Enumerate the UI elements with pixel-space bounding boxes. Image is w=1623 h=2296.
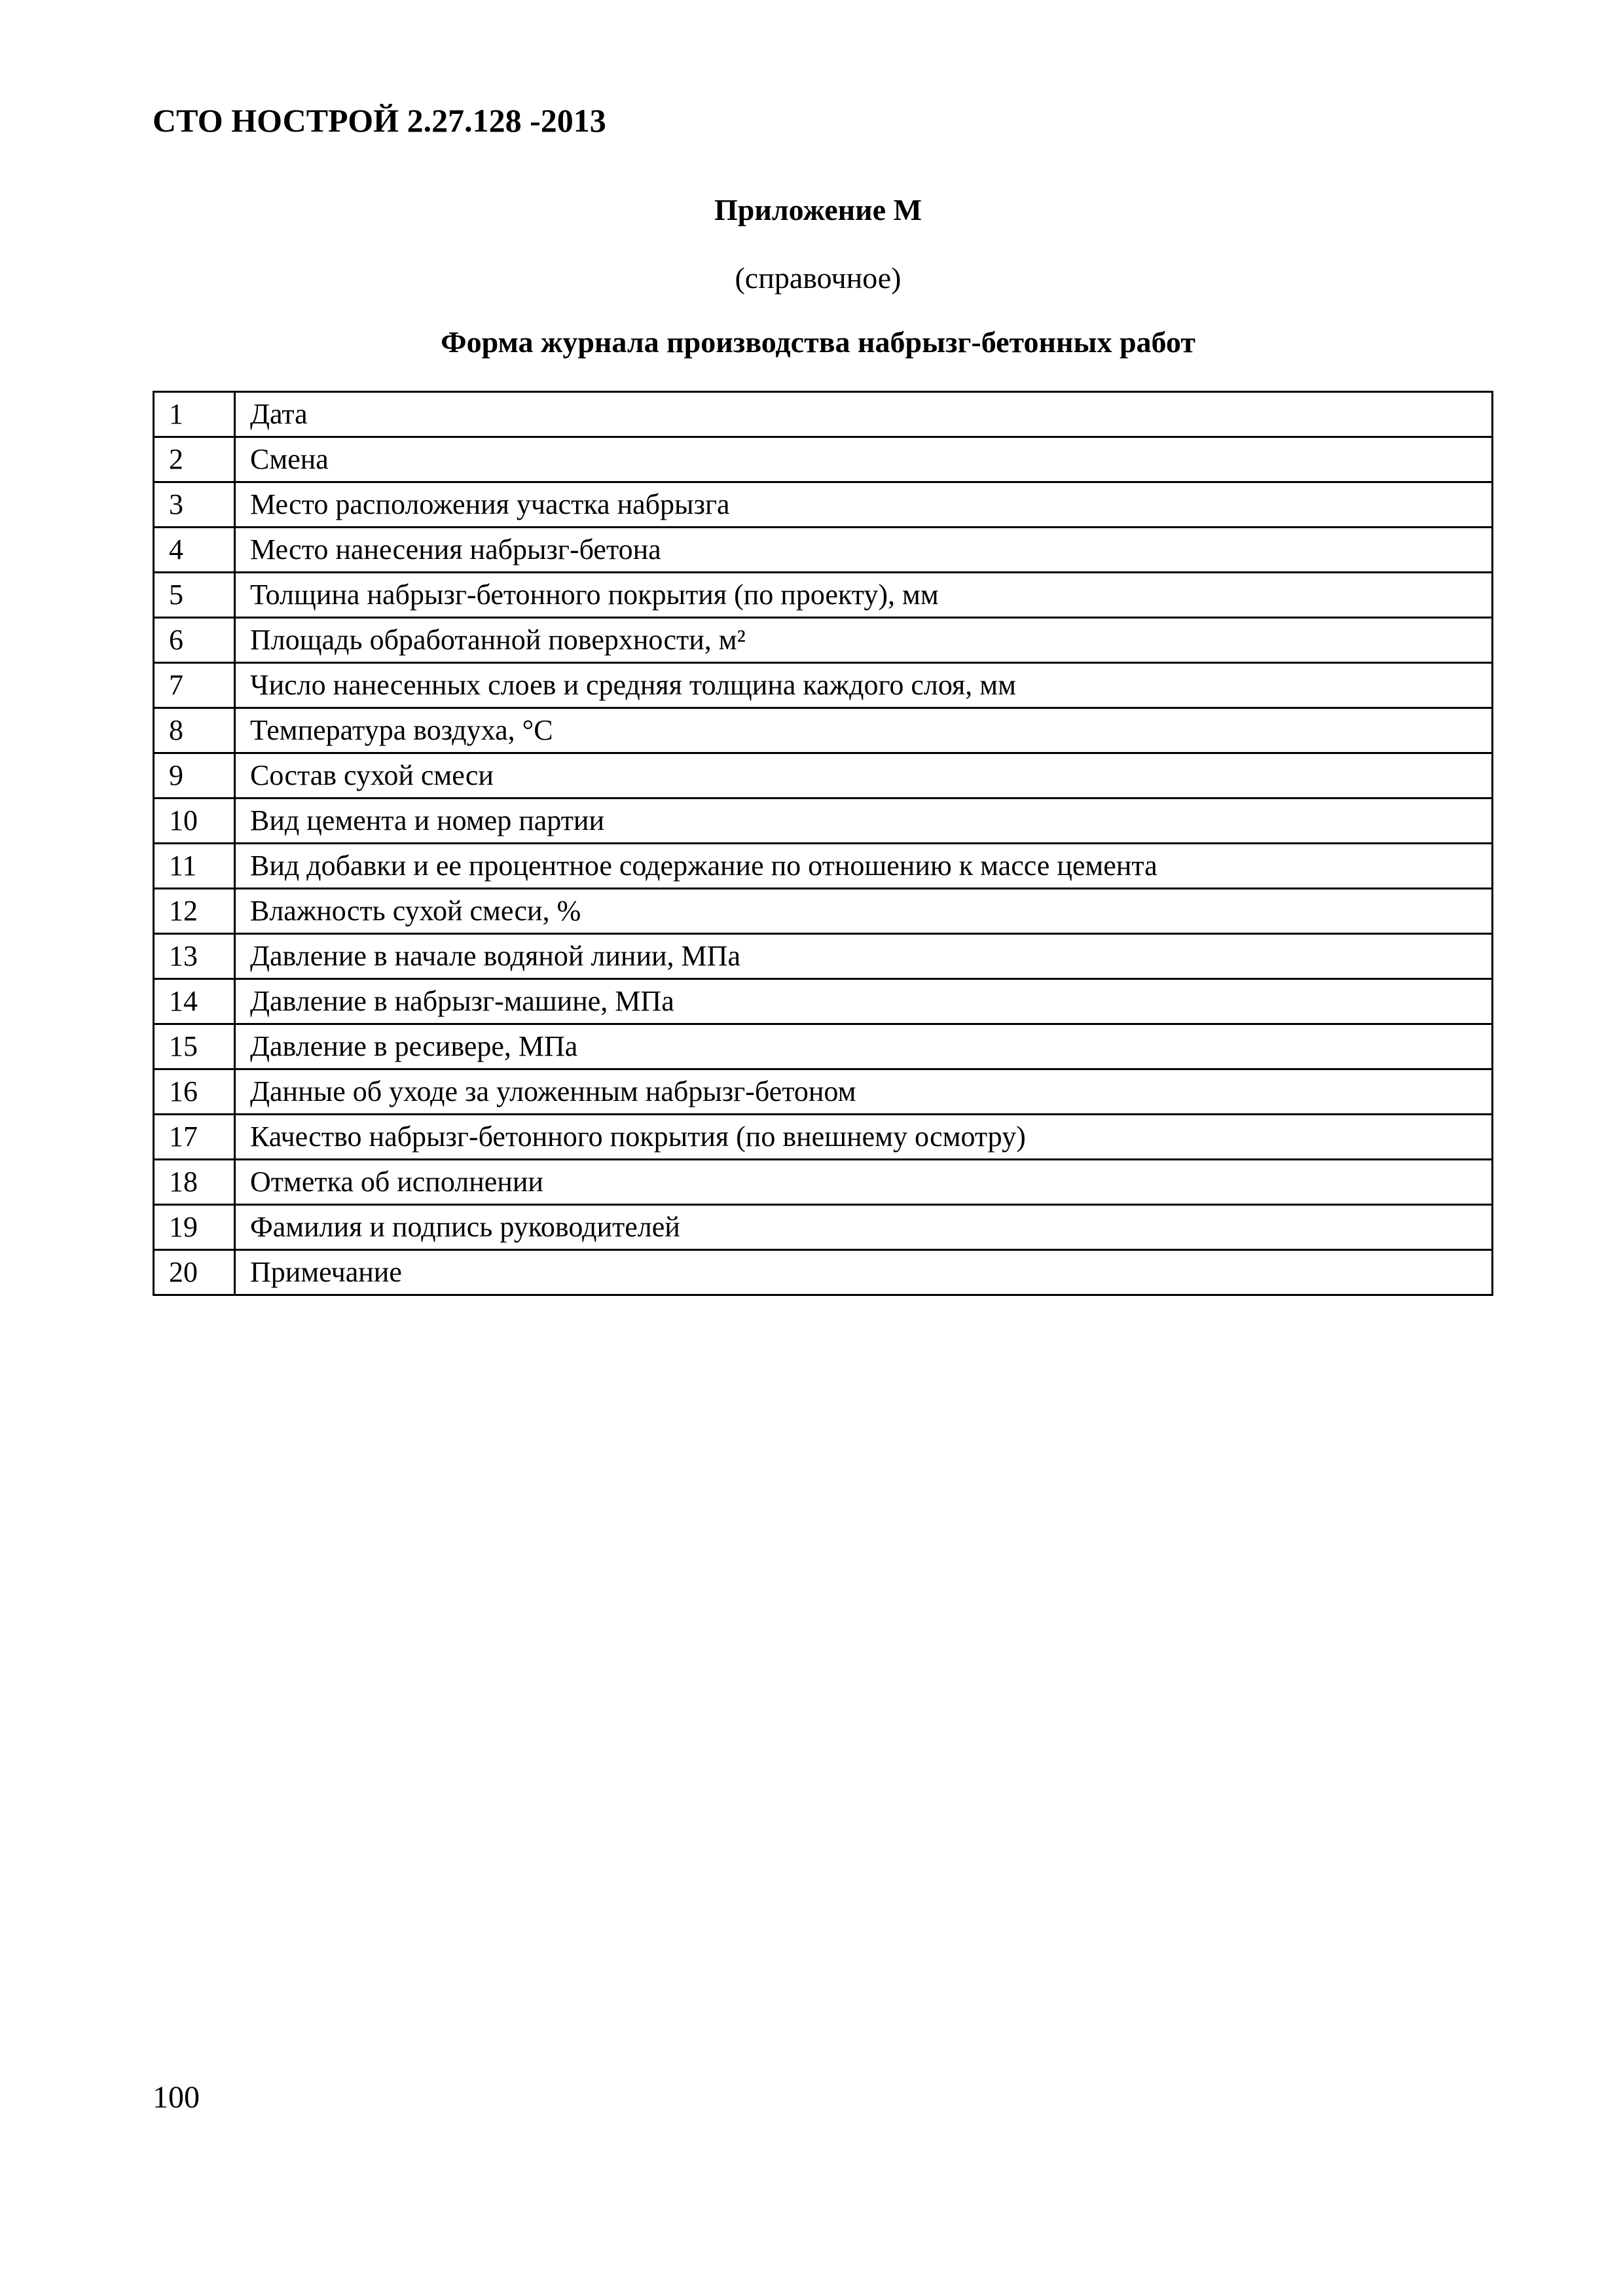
table-row (154, 844, 1493, 889)
row-text: Место нанесения набрызг-бетона (235, 528, 1493, 573)
row-number: 1 (154, 392, 235, 437)
row-text: Фамилия и подпись руководителей (235, 1205, 1493, 1250)
annex-title: Приложение М (714, 193, 922, 226)
row-number: 17 (154, 1115, 235, 1160)
table-row (154, 708, 1493, 753)
row-number: 9 (154, 753, 235, 798)
table-row (154, 573, 1493, 618)
table-row (154, 798, 1493, 844)
row-number: 16 (154, 1069, 235, 1115)
table-row (154, 979, 1493, 1024)
form-title: Форма журнала производства набрызг-бетонных работ (441, 325, 1195, 359)
table-row (154, 1024, 1493, 1069)
document-code-header: СТО НОСТРОЙ 2.27.128 -2013 (153, 102, 606, 139)
row-number: 6 (154, 618, 235, 663)
row-number: 5 (154, 573, 235, 618)
table-row (154, 482, 1493, 528)
table-row (154, 1069, 1493, 1115)
row-text: Дата (235, 392, 1493, 437)
row-number: 10 (154, 798, 235, 844)
row-number: 19 (154, 1205, 235, 1250)
row-text: Отметка об исполнении (235, 1160, 1493, 1205)
row-text: Примечание (235, 1250, 1493, 1295)
row-text: Температура воздуха, °С (235, 708, 1493, 753)
table-row (154, 1205, 1493, 1250)
row-number: 7 (154, 663, 235, 708)
row-text: Площадь обработанной поверхности, м² (235, 618, 1493, 663)
table-row (154, 392, 1493, 437)
row-text: Смена (235, 437, 1493, 482)
table-row (154, 1160, 1493, 1205)
row-number: 18 (154, 1160, 235, 1205)
page-number: 100 (153, 2080, 200, 2115)
row-text: Влажность сухой смеси, % (235, 889, 1493, 934)
row-number: 15 (154, 1024, 235, 1069)
table-row (154, 663, 1493, 708)
table-row (154, 437, 1493, 482)
row-number: 2 (154, 437, 235, 482)
row-text: Состав сухой смеси (235, 753, 1493, 798)
table-row (154, 1250, 1493, 1295)
table-row (154, 1115, 1493, 1160)
row-text: Давление в набрызг-машине, МПа (235, 979, 1493, 1024)
row-text: Давление в начале водяной линии, МПа (235, 934, 1493, 979)
row-number: 11 (154, 844, 235, 889)
row-number: 12 (154, 889, 235, 934)
row-text: Число нанесенных слоев и средняя толщина каждого слоя, мм (235, 663, 1493, 708)
row-number: 13 (154, 934, 235, 979)
row-number: 4 (154, 528, 235, 573)
annex-note: (справочное) (735, 261, 902, 295)
journal-form-table (153, 391, 1493, 1296)
row-number: 3 (154, 482, 235, 528)
row-number: 20 (154, 1250, 235, 1295)
row-text: Данные об уходе за уложенным набрызг-бетоном (235, 1069, 1493, 1115)
row-text: Вид добавки и ее процентное содержание по отношению к массе цемента (235, 844, 1493, 889)
table-row (154, 934, 1493, 979)
row-text: Давление в ресивере, МПа (235, 1024, 1493, 1069)
row-text: Место расположения участка набрызга (235, 482, 1493, 528)
table-row (154, 618, 1493, 663)
table-row (154, 528, 1493, 573)
row-text: Качество набрызг-бетонного покрытия (по внешнему осмотру) (235, 1115, 1493, 1160)
row-text: Толщина набрызг-бетонного покрытия (по проекту), мм (235, 573, 1493, 618)
row-text: Вид цемента и номер партии (235, 798, 1493, 844)
table-row (154, 753, 1493, 798)
row-number: 8 (154, 708, 235, 753)
table-row (154, 889, 1493, 934)
row-number: 14 (154, 979, 235, 1024)
